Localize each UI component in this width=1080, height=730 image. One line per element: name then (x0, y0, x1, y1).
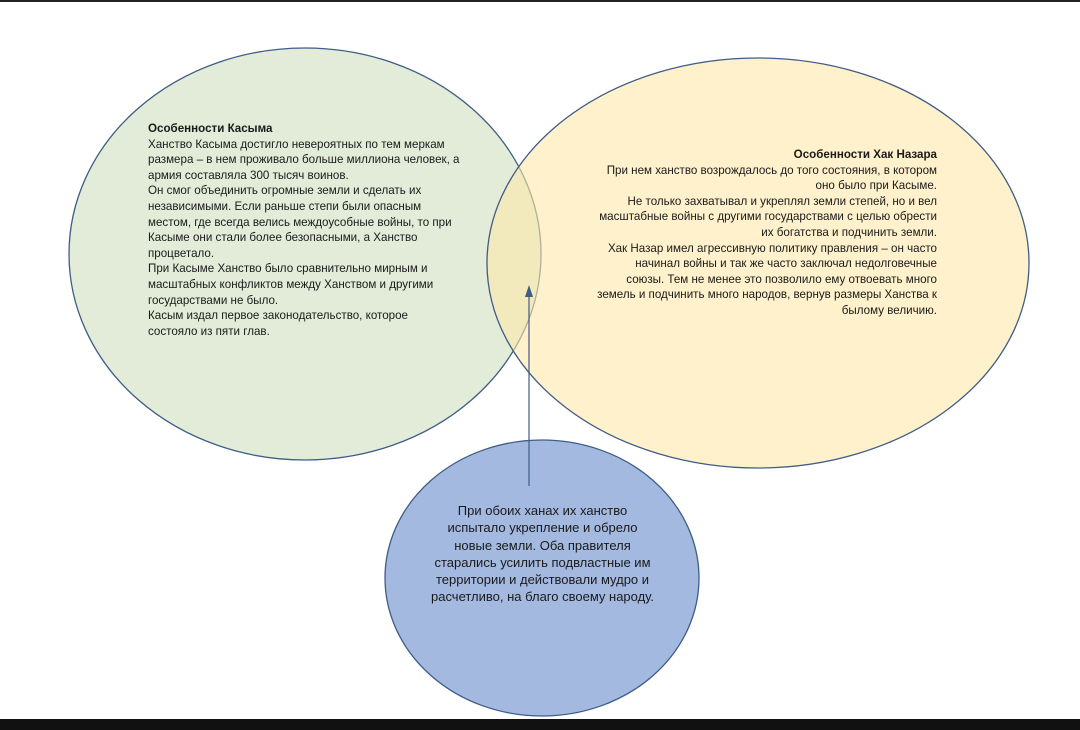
text-line: Он смог объединить огромные земли и сделать их (148, 184, 422, 198)
kasym-title: Особенности Касыма (148, 122, 273, 135)
text-line: процветало. (148, 246, 215, 260)
hak-nazar-features (597, 147, 937, 319)
hak-nazar-title: Особенности Хак Назара (793, 148, 937, 161)
text-line: земель и подчинить много народов, вернув размеры Ханства к (597, 288, 937, 302)
text-line: союзы. Тем не менее это позволило ему отвоевать много (626, 272, 937, 286)
text-line: масштабных конфликтов между Ханством и другими (148, 277, 434, 291)
text-line: независимыми. Если раньше степи были опасным (148, 199, 422, 213)
text-line: армия составляла 300 тысяч воинов. (148, 168, 349, 182)
text-line: государствами не было. (148, 293, 279, 307)
text-line: состояло из пяти глав. (148, 324, 270, 338)
text-line: размера – в нем проживало больше миллиона человек, а (148, 153, 460, 167)
text-line: начинал войны и так же часто заключал недолговечные (635, 257, 937, 271)
text-line: Касым издал первое законодательство, которое (148, 309, 408, 323)
text-line: При Касыме Ханство было сравнительно мирным и (148, 262, 428, 276)
text-line: При нем ханство возрождалось до того состояния, в котором (606, 163, 937, 177)
common-features: При обоих ханах их ханство испытало укрепление и обрело новые земли. Оба правителя старались усилить подвластные им территории и действовали мудро и расчетливо, на благо своему народу. (430, 503, 654, 605)
text-line: былому величию. (841, 303, 937, 317)
text-line: оно было при Касыме. (815, 179, 937, 193)
bottom-bar (0, 719, 1080, 730)
text-line: Касыме они стали более безопасными, а Ханство (148, 231, 418, 245)
text-line: Не только захватывал и укреплял земли степей, но и вел (627, 194, 937, 208)
text-line: Ханство Касыма достигло невероятных по тем меркам (148, 137, 445, 151)
text-line: масштабные войны с другими государствами с целью обрести (599, 210, 937, 224)
text-line: их богатства и подчинить земли. (761, 225, 937, 239)
text-line: местом, где всегда велись междоусобные войны, то при (148, 215, 452, 229)
text-line: Хак Назар имел агрессивную политику правления – он часто (607, 241, 937, 255)
kasym-features (148, 121, 460, 339)
